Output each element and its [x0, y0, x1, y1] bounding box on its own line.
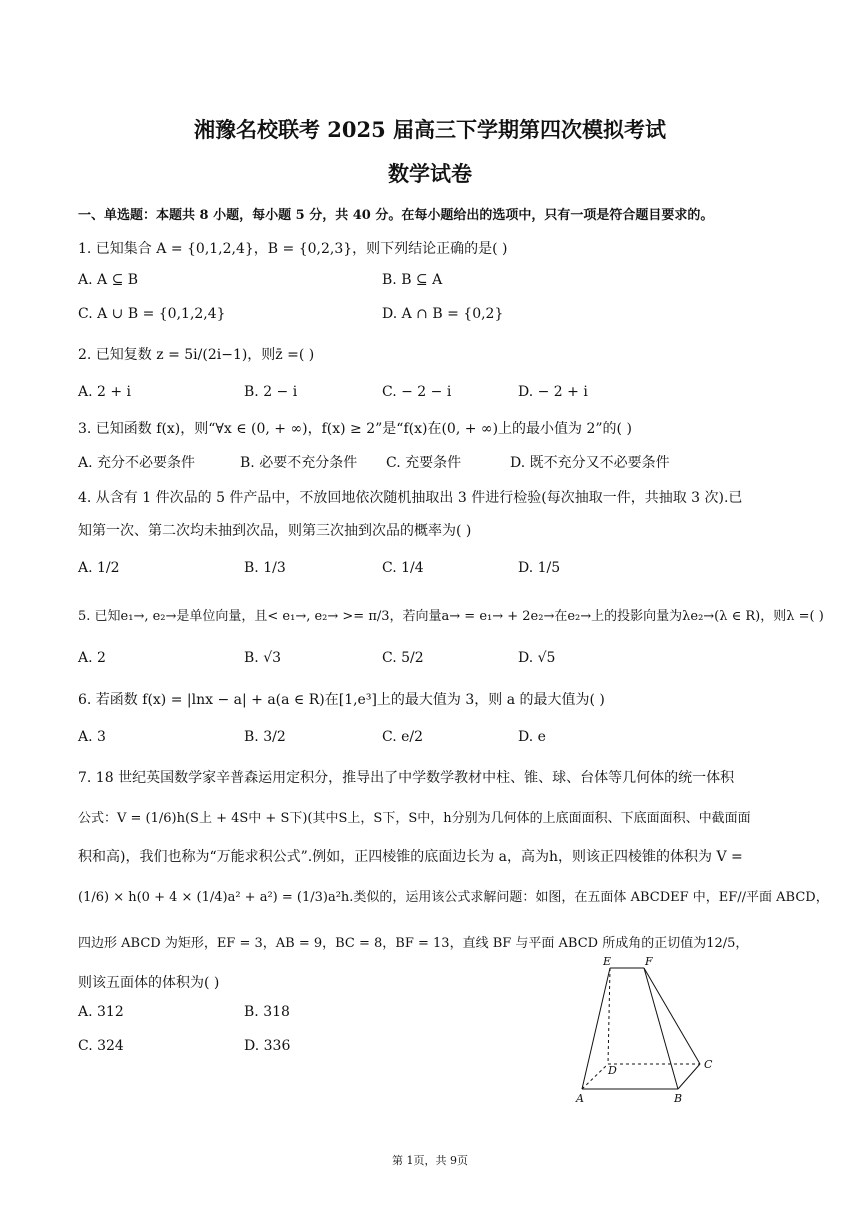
question-2-option-a: A. 2 + i	[78, 384, 132, 400]
question-4-option-a: A. 1/2	[78, 560, 120, 576]
question-5-option-b: B. √3	[244, 650, 282, 666]
edge-ed	[608, 968, 610, 1064]
question-4-option-c: C. 1/4	[382, 560, 424, 576]
question-3-stem: 3. 已知函数 f(x)，则“∀x ∈ (0, + ∞)，f(x) ≥ 2”是“f(x)在(0, + ∞)上的最小值为 2”的( )	[78, 421, 632, 437]
question-7-option-d: D. 336	[244, 1038, 291, 1054]
edge-ea	[582, 968, 610, 1089]
question-6-option-c: C. e/2	[382, 729, 424, 745]
question-5-option-d: D. √5	[518, 650, 556, 666]
question-2-stem: 2. 已知复数 z = 5i/(2i−1)，则z̄ =( )	[78, 347, 315, 363]
question-1-option-b: B. B ⊆ A	[382, 272, 443, 288]
question-7-line-6: 则该五面体的体积为( )	[78, 975, 220, 991]
question-3-option-d: D. 既不充分又不必要条件	[510, 455, 670, 471]
question-1-option-a: A. A ⊆ B	[78, 272, 139, 288]
section-heading: 一、单选题：本题共 8 小题，每小题 5 分，共 40 分。在每小题给出的选项中，只有一项是符合题目要求的。	[78, 208, 714, 223]
edge-ad	[582, 1064, 608, 1089]
question-2-option-c: C. − 2 − i	[382, 384, 452, 400]
question-7-option-a: A. 312	[78, 1004, 124, 1020]
label-c: C	[704, 1058, 713, 1071]
edge-fc	[644, 968, 700, 1064]
question-4-option-d: D. 1/5	[518, 560, 561, 576]
question-5-option-c: C. 5/2	[382, 650, 424, 666]
pentahedron-figure	[570, 956, 720, 1106]
label-e: E	[603, 956, 612, 968]
question-1-stem: 1. 已知集合 A = {0,1,2,4}，B = {0,2,3}，则下列结论正确的是( )	[78, 241, 508, 257]
question-7-line-1: 7. 18 世纪英国数学家辛普森运用定积分，推导出了中学数学教材中柱、锥、球、台体等几何体的统一体积	[78, 770, 735, 786]
page-footer: 第 1页，共 9页	[392, 1154, 468, 1167]
question-7-line-2: 公式：V = (1/6)h(S上 + 4S中 + S下)(其中S上，S下，S中，h分别为几何体的上底面面积、下底面面积、中截面面	[78, 811, 751, 826]
question-5-option-a: A. 2	[78, 650, 106, 666]
question-4-stem-line-1: 4. 从含有 1 件次品的 5 件产品中，不放回地依次随机抽取出 3 件进行检验(每次抽取一件，共抽取 3 次).已	[78, 490, 743, 506]
question-6-option-d: D. e	[518, 729, 546, 745]
label-b: B	[674, 1092, 683, 1105]
label-a: A	[576, 1092, 584, 1105]
page-title: 湘豫名校联考 2025 届高三下学期第四次模拟考试	[193, 117, 667, 142]
question-3-option-c: C. 充要条件	[386, 455, 462, 471]
question-1-option-c: C. A ∪ B = {0,1,2,4}	[78, 306, 226, 322]
question-6-option-b: B. 3/2	[244, 729, 286, 745]
question-3-option-a: A. 充分不必要条件	[78, 455, 196, 471]
edge-bc	[678, 1064, 700, 1089]
label-f: F	[645, 956, 653, 968]
question-7-option-c: C. 324	[78, 1038, 124, 1054]
question-2-option-b: B. 2 − i	[244, 384, 298, 400]
question-7-line-3: 积和高)，我们也称为“万能求积公式”.例如，正四棱锥的底面边长为 a，高为h，则该正四棱锥的体积为 V =	[78, 849, 743, 865]
question-3-option-b: B. 必要不充分条件	[240, 455, 358, 471]
question-2-option-d: D. − 2 + i	[518, 384, 588, 400]
edge-fb	[644, 968, 678, 1089]
question-4-option-b: B. 1/3	[244, 560, 286, 576]
question-4-stem-line-2: 知第一次、第二次均未抽到次品，则第三次抽到次品的概率为( )	[78, 523, 472, 539]
question-7-option-b: B. 318	[244, 1004, 290, 1020]
question-7-line-4: (1/6) × h(0 + 4 × (1/4)a² + a²) = (1/3)a²h.类似的，运用该公式求解问题：如图，在五面体 ABCDEF 中，EF//平面 ABCD，	[78, 890, 829, 905]
question-1-option-d: D. A ∩ B = {0,2}	[382, 306, 504, 322]
question-6-option-a: A. 3	[78, 729, 106, 745]
question-5-stem: 5. 已知e₁→, e₂→是单位向量，且< e₁→, e₂→ >= π/3，若向量a→ = e₁→ + 2e₂→在e₂→上的投影向量为λe₂→(λ ∈ R)，则λ =( )	[78, 609, 824, 624]
label-d: D	[608, 1064, 617, 1077]
question-6-stem: 6. 若函数 f(x) = |lnx − a| + a(a ∈ R)在[1,e³]上的最大值为 3，则 a 的最大值为( )	[78, 692, 605, 708]
question-7-line-5: 四边形 ABCD 为矩形，EF = 3，AB = 9，BC = 8，BF = 13，直线 BF 与平面 ABCD 所成角的正切值为12/5，	[78, 936, 749, 951]
page-subtitle: 数学试卷	[388, 161, 472, 186]
